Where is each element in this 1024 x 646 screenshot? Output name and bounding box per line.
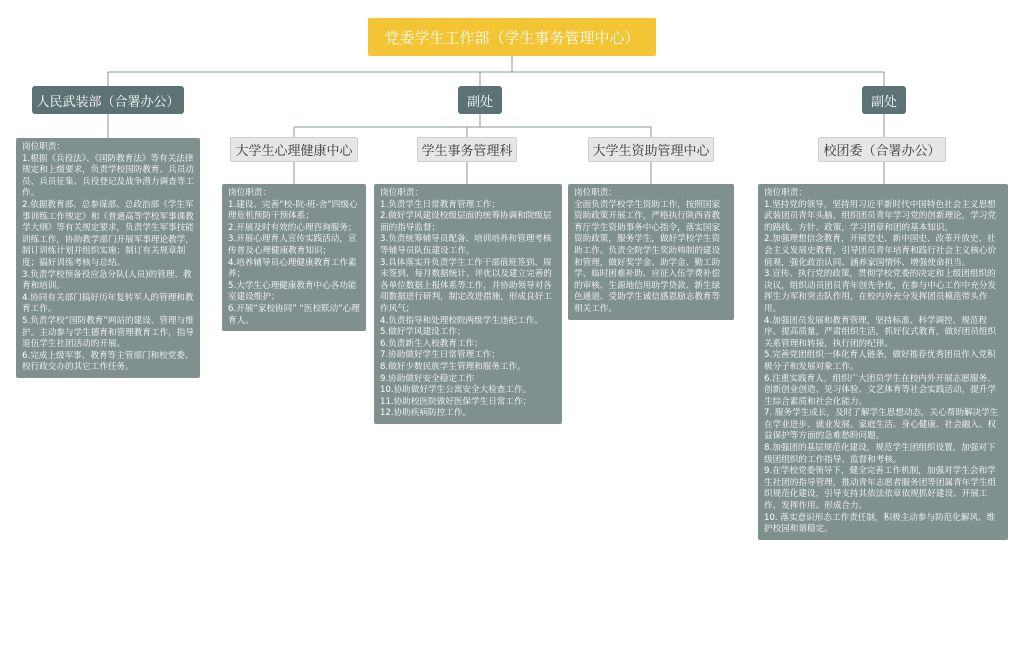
duty-item: 10. 落实意识形态工作责任制，积极主动参与防范化解风、维护校园和谐稳定。: [764, 512, 996, 535]
duty-item: 5.负责学校“国防教育”网站的建设、管理与维护。主动参与学生德育和管理教育工作，指导退伍学生社团活动的开展。: [22, 315, 194, 350]
duty-item: 1.建设、完善“校-院-班-舍”四级心理危机预防干预体系；: [228, 199, 358, 222]
duty-item: 6.注重实践育人，组织广大团员学生在校内外开展志愿服务、创新创业创造、见习体验、文艺体育等社会实践活动，提升学生综合素质和社会化能力。: [764, 373, 997, 407]
duty-item: 12.协助疾病防控工作。: [380, 408, 472, 419]
financial-aid-duties: [568, 184, 734, 320]
duty-item: 7. 服务学生成长，及时了解学生思想动态，关心帮助解决学生在学业进步、就业发展、家庭生活、身心健康、社会融入、权益保护等方面的急难愁盼问题。: [764, 408, 999, 442]
duty-item: 4.负责指导和处理校院两级学生违纪工作。: [380, 315, 543, 326]
duty-item: 3.负责学校预备役应急分队(人员)的管理、教育和培训。: [22, 269, 192, 292]
duty-title: 岗位职责：: [380, 188, 423, 198]
duty-item: 3.负责统筹辅导员配备、培训培养和管理考核等辅导员队伍建设工作。: [380, 234, 552, 256]
duty-title: 岗位职责：: [228, 188, 271, 198]
duty-title: 岗位职责：: [764, 188, 807, 198]
financial-aid-center-node: 大学生资助管理中心: [588, 137, 714, 162]
duty-item: 3.具体落实并负责学生工作干部值班签到、周末签到、每月数据统计、评优以及建立完善的各单位数据上报体系等工作，并协助领导对各项数据进行研判，制定改进措施，形成良好工作风气；: [380, 257, 552, 314]
duty-item: 9.协助做好安全稳定工作: [380, 373, 475, 384]
duty-item: 6.开展“家校协同” “医校联动”心理育人。: [228, 303, 360, 326]
mental-health-duties: [222, 184, 366, 331]
duty-item: 6.完成上级军事、教育等主管部门和校党委、校行政交办的其它工作任务。: [22, 350, 194, 373]
duty-title: 岗位职责：: [22, 142, 65, 152]
duty-item: 8.做好少数民族学生管理和服务工作。: [380, 361, 526, 372]
duty-item: 4.协同有关部门搞好历年复转军人的管理和教育工作。: [22, 292, 194, 315]
duty-item: 7.协助做好学生日常管理工作；: [380, 350, 500, 361]
duty-item: 全面负责学校学生资助工作，按照国家资助政策开展工作，严格执行陕西省教育厅学生资助事务中心指令，落实国家资助政策，服务学生，做好学校学生资助工作。负责全院学生奖助帅制的建设和管理，做好奖学金、助学金、勤工助学、临时困难补助、应征入伍学费补偿的审核、生源地信用助学贷款、新生绿色通道、受助学生诚信感恩励志教育等相关工作。: [574, 199, 721, 314]
duty-item: 2.做好学风建设校级层面的统筹协调和院级层面的指导监督；: [380, 211, 552, 233]
duty-item: 1.坚持党的领导，坚持用习近平新时代中国特色社会主义思想武装团员青年头脑，组织团员青年学习党的创新理论，学习党的路线、方针、政策，学习团章和团的基本知识。: [764, 199, 997, 233]
duty-item: 2.开展及时有效的心理咨询服务；: [228, 222, 357, 233]
duty-item: 9.在学校党委领导下，健全完善工作机制，加强对学生会和学生社团的指导管理，推动青年志愿者服务团等团属青年学生组织规范化建设，引导支持其依法依章依规抓好建设、开展工作、发挥作用、形成合力。: [764, 466, 997, 512]
duty-item: 5.做好学风建设工作；: [380, 327, 466, 338]
root-node: 党委学生工作部（学生事务管理中心）: [368, 18, 656, 56]
student-affairs-section-node: 学生事务管理科: [417, 137, 517, 162]
duty-item: 2.加强理想信念教育，开展党史、新中国史、改革开放史、社会主义发展史教育，引导团员青年培育和践行社会主义核心价值观，强化政治认同、涵养家国情怀、增强使命担当。: [764, 234, 997, 268]
duty-item: 3.宣传、执行党的政策，贯彻学校党委的决定和上级团组织的决议，组织动员团员青年创先争优，在参与中心工作中充分发挥生力军和突击队作用，在校内外充分发挥团员模范带头作用。: [764, 269, 997, 314]
duty-item: 10.协助做好学生公寓安全大检查工作。: [380, 385, 532, 396]
duty-item: 5.完善党团组织一体化育人链条，做好推荐优秀团员作入党积极分子和发展对象工作。: [764, 350, 996, 372]
deputy-director-node-right: 副处: [862, 86, 906, 114]
mental-health-center-node: 大学生心理健康中心: [230, 137, 358, 162]
duty-item: 2.依据教育部、总参谋部、总政治部《学生军事训练工作规定》和《普通高等学校军事课教学大纲》等有关规定要求，负责学生军事技能训练工作，协助教学部门开展军事理论教学，制订训练计划并组织实施；制订有关规章制度；搞好训练考核与总结。: [22, 199, 194, 268]
youth-league-duties: [758, 184, 1008, 540]
armed-forces-node: 人民武装部（合署办公）: [32, 86, 184, 114]
duty-item: 8.加强团的基层规范化建设，规范学生团组织设置，加强对下级团组织的工作指导、监督和考核。: [764, 443, 996, 465]
duty-item: 4.培养辅导员心理健康教育工作素养；: [228, 257, 357, 280]
duty-item: 6.负责新生入校教育工作；: [380, 338, 483, 349]
deputy-director-node-middle: 副处: [458, 86, 502, 114]
duty-item: 3.开展心理育人宣传实践活动，宣传普及心理健康教育知识；: [228, 234, 357, 256]
duty-item: 1.根据《兵役法》、《国防教育法》等有关法律规定和上级要求，负责学校国防教育、兵员动员、兵员征集、兵役登记及战争潜力调查等工作。: [22, 153, 194, 199]
duty-item: 1.负责学生日常教育管理工作；: [380, 199, 500, 210]
armed-forces-duties: [16, 138, 200, 378]
youth-league-node: 校团委（合署办公）: [818, 137, 946, 162]
duty-item: 4.加强团员发展和教育管理，坚持标准、科学调控、规范程序、提高质量，严肃组织生活，抓好仪式教育，做好团员组织关系管理和转接，执行团的纪律。: [764, 315, 997, 349]
duty-item: 11.协助校医院做好医保学生日常工作；: [380, 396, 532, 407]
duty-title: 岗位职责：: [574, 188, 617, 198]
duty-item: 5.大学生心理健康教育中心各功能室建设维护；: [228, 280, 357, 303]
student-affairs-duties: [374, 184, 562, 424]
